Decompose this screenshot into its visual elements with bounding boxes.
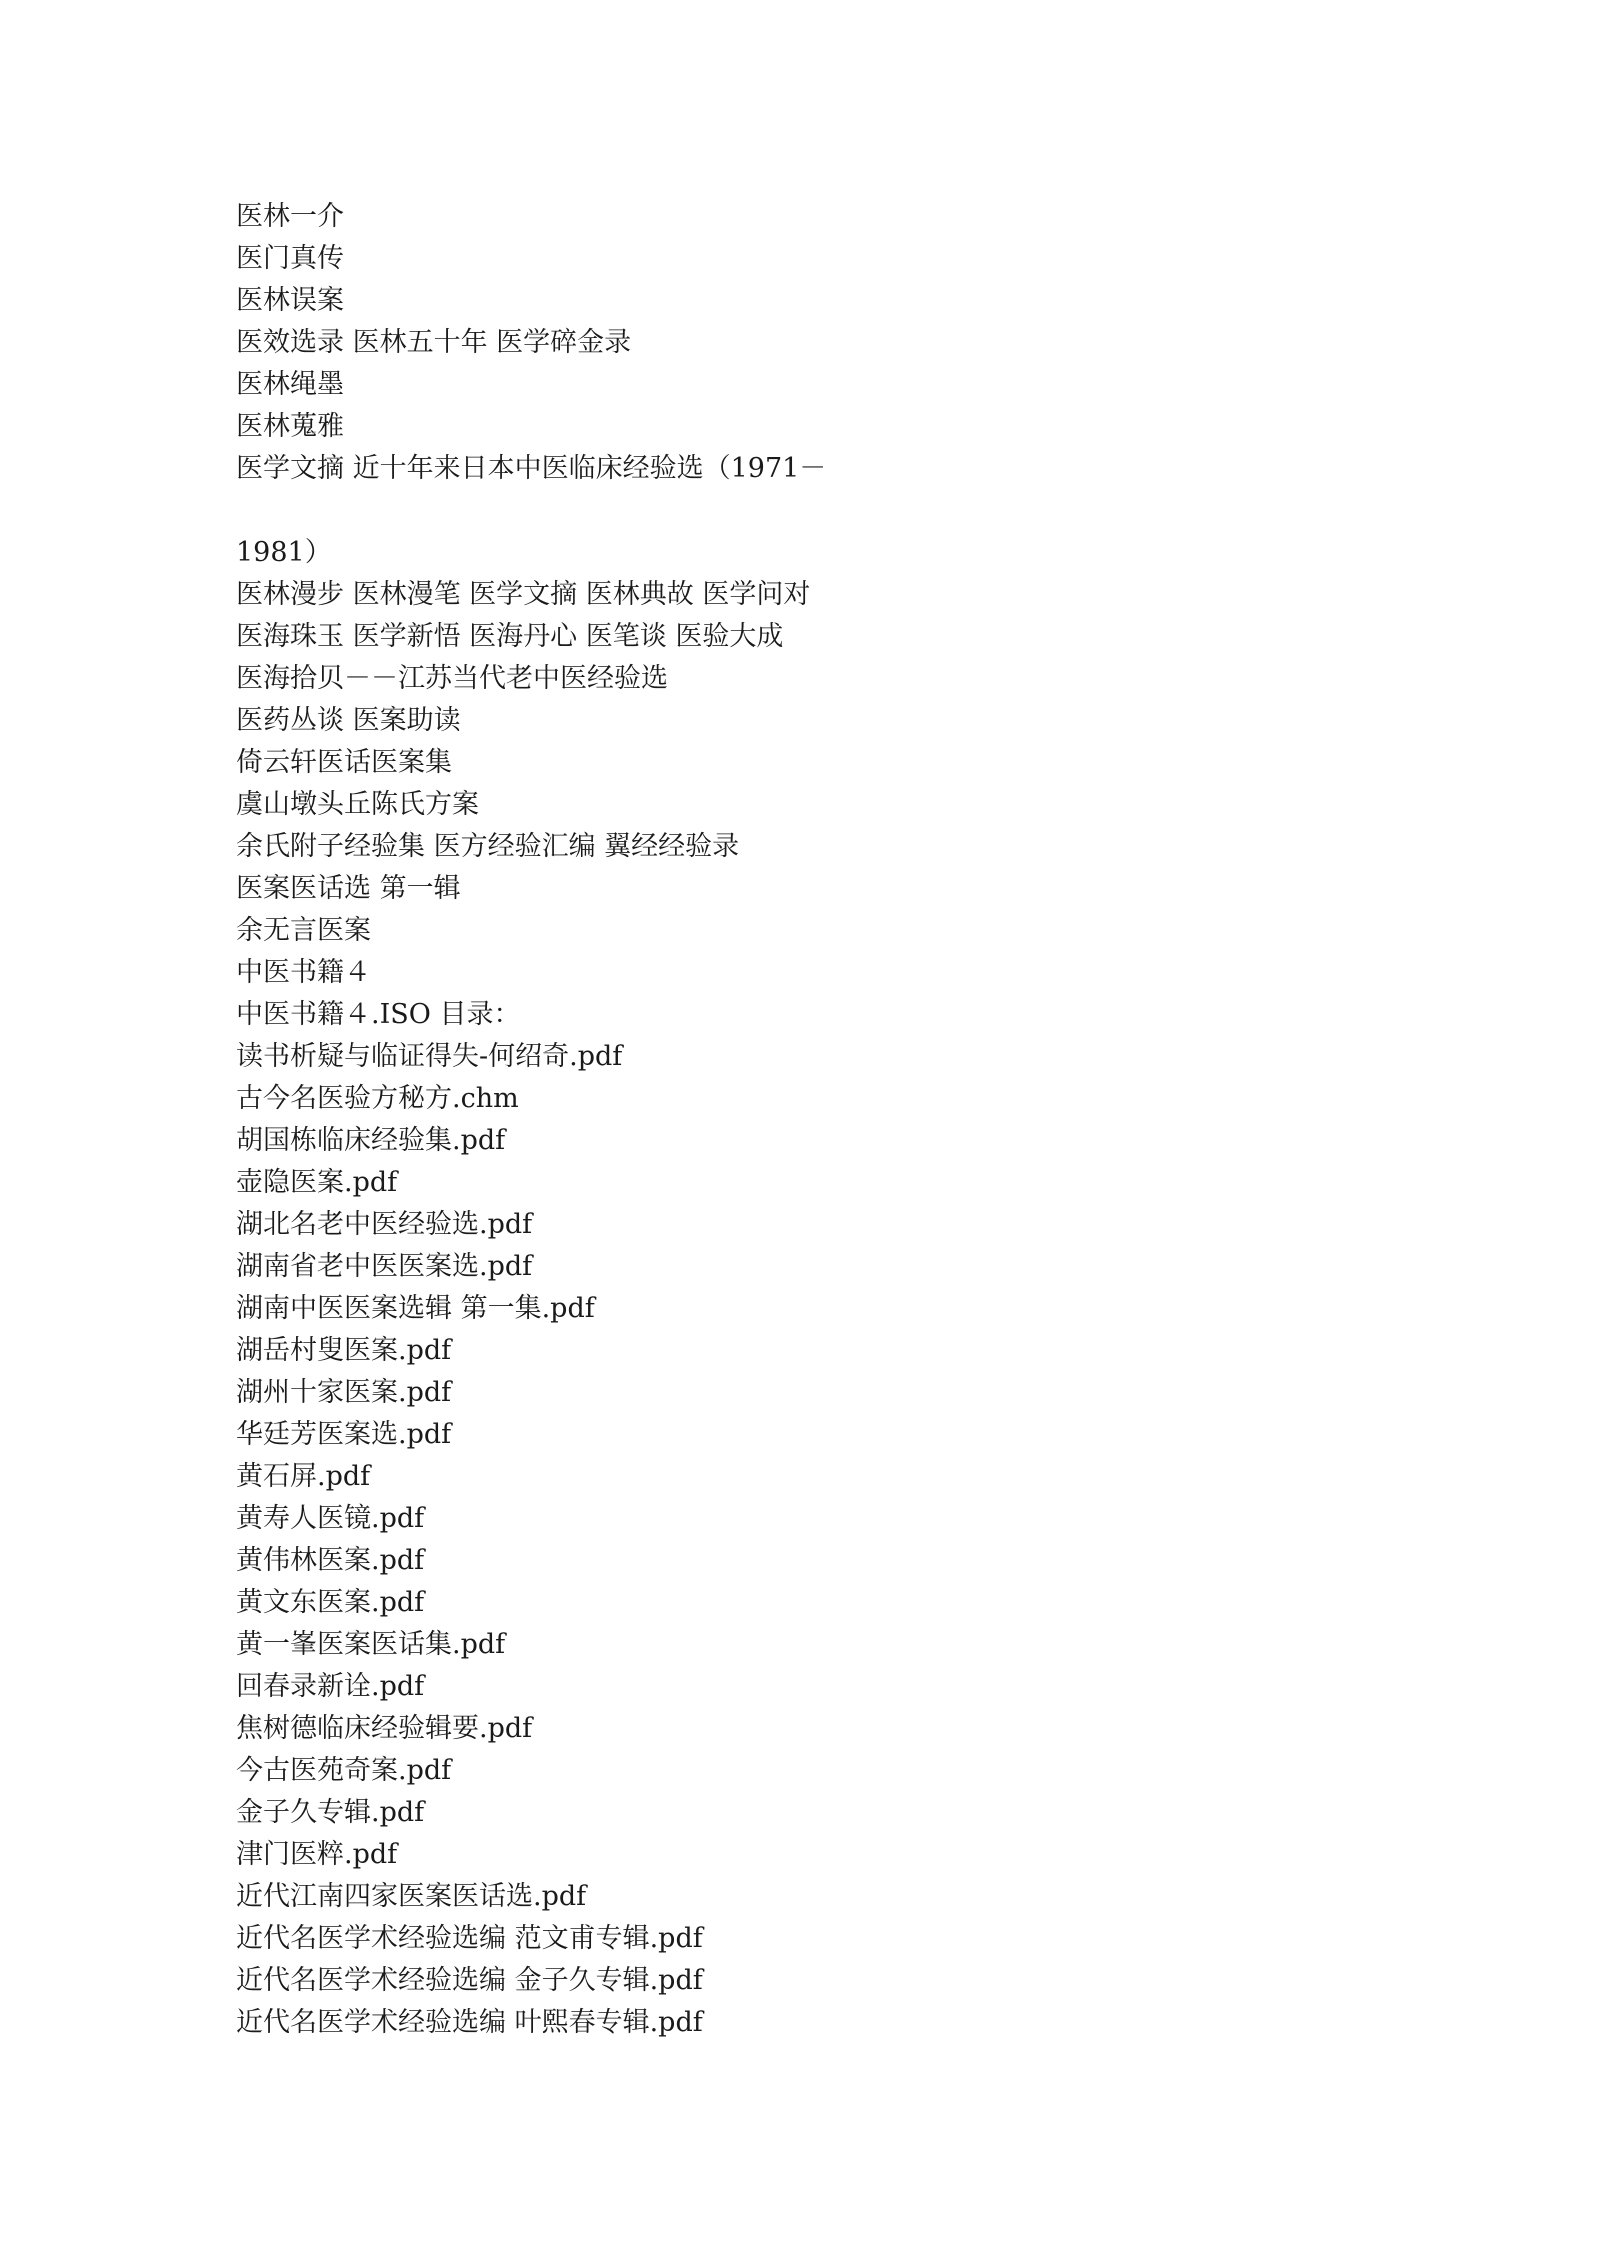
text-line: 今古医苑奇案.pdf xyxy=(236,1755,452,1786)
text-line: 中医书籍４.ISO 目录： xyxy=(236,999,521,1030)
text-line: 津门医粹.pdf xyxy=(236,1839,398,1870)
text-line: 医药丛谈 医案助读 xyxy=(236,705,461,736)
text-line: 华廷芳医案选.pdf xyxy=(236,1419,452,1450)
blank-line xyxy=(236,490,1436,532)
text-line: 余无言医案 xyxy=(236,915,371,946)
text-line: 倚云轩医话医案集 xyxy=(236,747,452,778)
text-line: 医学文摘 近十年来日本中医临床经验选（1971－ xyxy=(236,453,827,484)
text-line: 虞山墩头丘陈氏方案 xyxy=(236,789,479,820)
text-line: 医林蒐雅 xyxy=(236,411,344,442)
text-line: 湖南中医医案选辑 第一集.pdf xyxy=(236,1293,595,1324)
text-line: 近代名医学术经验选编 金子久专辑.pdf xyxy=(236,1965,703,1996)
text-line: 医林漫步 医林漫笔 医学文摘 医林典故 医学问对 xyxy=(236,579,811,610)
text-line: 黄石屏.pdf xyxy=(236,1461,371,1492)
text-line: 医林绳墨 xyxy=(236,369,344,400)
text-line: 回春录新诠.pdf xyxy=(236,1671,425,1702)
text-line: 医林一介 xyxy=(236,201,344,232)
text-line: 医海拾贝－－江苏当代老中医经验选 xyxy=(236,663,668,694)
text-line: 湖岳村叟医案.pdf xyxy=(236,1335,452,1366)
text-line: 焦树德临床经验辑要.pdf xyxy=(236,1713,533,1744)
text-line: 黄伟林医案.pdf xyxy=(236,1545,425,1576)
text-line: 医案医话选 第一辑 xyxy=(236,873,461,904)
text-line: 黄文东医案.pdf xyxy=(236,1587,425,1618)
document-text xyxy=(236,196,1436,2044)
text-line: 壶隐医案.pdf xyxy=(236,1167,398,1198)
text-line: 近代名医学术经验选编 叶熙春专辑.pdf xyxy=(236,2007,703,2038)
text-line: 胡国栋临床经验集.pdf xyxy=(236,1125,506,1156)
text-line: 1981） xyxy=(236,537,332,568)
text-line: 中医书籍４ xyxy=(236,957,371,988)
text-line: 读书析疑与临证得失-何绍奇.pdf xyxy=(236,1041,623,1072)
text-line: 近代江南四家医案医话选.pdf xyxy=(236,1881,587,1912)
text-line: 湖南省老中医医案选.pdf xyxy=(236,1251,533,1282)
text-line: 医效选录 医林五十年 医学碎金录 xyxy=(236,327,632,358)
text-line: 余氏附子经验集 医方经验汇编 翼经经验录 xyxy=(236,831,740,862)
text-line: 黄寿人医镜.pdf xyxy=(236,1503,425,1534)
text-line: 医门真传 xyxy=(236,243,344,274)
text-line: 黄一峯医案医话集.pdf xyxy=(236,1629,506,1660)
text-line: 近代名医学术经验选编 范文甫专辑.pdf xyxy=(236,1923,703,1954)
text-line: 医海珠玉 医学新悟 医海丹心 医笔谈 医验大成 xyxy=(236,621,784,652)
text-line: 古今名医验方秘方.chm xyxy=(236,1083,519,1114)
text-line: 湖北名老中医经验选.pdf xyxy=(236,1209,533,1240)
text-line: 金子久专辑.pdf xyxy=(236,1797,425,1828)
text-line: 医林误案 xyxy=(236,285,344,316)
text-line: 湖州十家医案.pdf xyxy=(236,1377,452,1408)
